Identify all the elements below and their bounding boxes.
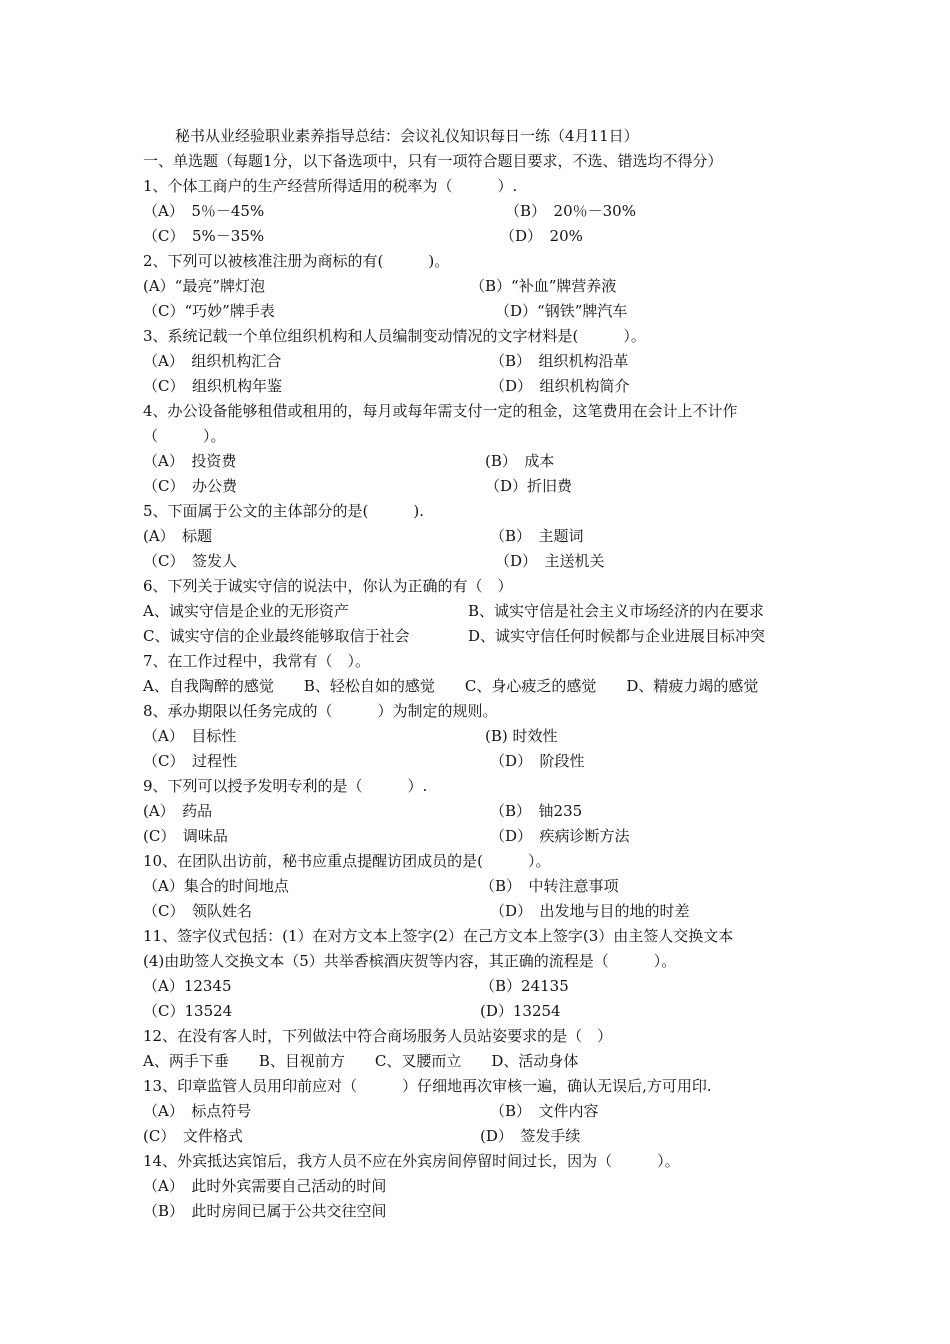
question-6-stem: 6、下列关于诚实守信的说法中，你认为正确的有（ ） bbox=[143, 577, 513, 595]
question-14-stem: 14、外宾抵达宾馆后，我方人员不应在外宾房间停留时间过长，因为（ ）。 bbox=[143, 1152, 680, 1170]
question-13-stem: 13、印章监管人员用印前应对（ ）仔细地再次审核一遍，确认无误后,方可用印. bbox=[143, 1077, 712, 1095]
question-5-option-d: （D） 主送机关 bbox=[495, 552, 605, 570]
question-9-option-d: （D） 疾病诊断方法 bbox=[490, 827, 630, 845]
question-9-option-b: （B） 铀235 bbox=[490, 802, 583, 820]
question-1-option-b: （B） 20％－30% bbox=[505, 202, 636, 220]
question-5-option-b: （B） 主题词 bbox=[490, 527, 584, 545]
question-3-option-b: （B） 组织机构沿革 bbox=[490, 352, 629, 370]
question-13-option-d: (D） 签发手续 bbox=[480, 1127, 581, 1145]
question-13-option-a: （A） 标点符号 bbox=[143, 1102, 252, 1120]
question-1-option-d: （D） 20% bbox=[500, 227, 583, 245]
question-2-option-a: (A）“最亮”牌灯泡 bbox=[143, 277, 266, 295]
question-11-option-b: （B）24135 bbox=[480, 977, 569, 995]
question-11-option-d: (D）13254 bbox=[480, 1002, 561, 1020]
question-11-stem: 11、签字仪式包括：(1）在对方文本上签字(2）在己方文本上签字(3）由主签人交换文本 bbox=[143, 927, 734, 945]
question-8-option-d: （D） 阶段性 bbox=[490, 752, 585, 770]
document-title: 秘书从业经验职业素养指导总结：会议礼仪知识每日一练（4月11日） bbox=[175, 127, 639, 145]
question-4-option-d: （D）折旧费 bbox=[485, 477, 573, 495]
question-6-option-d: D、诚实守信任何时候都与企业进展目标冲突 bbox=[468, 627, 766, 645]
question-11-stem-continued: (4)由助签人交换文本（5）共举香槟酒庆贺等内容，其正确的流程是（ ）。 bbox=[143, 952, 677, 970]
question-5-option-c: （C） 签发人 bbox=[143, 552, 237, 570]
question-12-options: A、两手下垂 B、目视前方 C、叉腰而立 D、活动身体 bbox=[143, 1052, 579, 1070]
question-2-stem: 2、下列可以被核准注册为商标的有( )。 bbox=[143, 252, 450, 270]
question-10-option-b: （B） 中转注意事项 bbox=[480, 877, 619, 895]
question-13-option-b: （B） 文件内容 bbox=[490, 1102, 599, 1120]
question-4-option-c: （C） 办公费 bbox=[143, 477, 237, 495]
question-3-option-d: （D） 组织机构简介 bbox=[490, 377, 630, 395]
question-9-option-a: (A） 药品 bbox=[143, 802, 213, 820]
question-9-stem: 9、下列可以授予发明专利的是（ ）. bbox=[143, 777, 428, 795]
question-11-option-c: （C）13524 bbox=[143, 1002, 233, 1020]
question-14-option-b: （B） 此时房间已属于公共交往空间 bbox=[143, 1202, 387, 1220]
question-14-option-a: （A） 此时外宾需要自己活动的时间 bbox=[143, 1177, 387, 1195]
question-3-option-a: （A） 组织机构汇合 bbox=[143, 352, 282, 370]
question-6-option-c: C、诚实守信的企业最终能够取信于社会 bbox=[143, 627, 410, 645]
question-11-option-a: （A）12345 bbox=[143, 977, 232, 995]
question-13-option-c: (C） 文件格式 bbox=[143, 1127, 243, 1145]
section-heading: 一、单选题（每题1分，以下备选项中，只有一项符合题目要求，不选、错选均不得分） bbox=[143, 152, 723, 170]
question-5-stem: 5、下面属于公文的主体部分的是( ). bbox=[143, 502, 425, 520]
question-3-option-c: （C） 组织机构年鉴 bbox=[143, 377, 282, 395]
question-2-option-b: （B）“补血”牌营养液 bbox=[470, 277, 617, 295]
question-7-stem: 7、在工作过程中，我常有（ ）。 bbox=[143, 652, 371, 670]
question-3-stem: 3、系统记载一个单位组织机构和人员编制变动情况的文字材料是( ）。 bbox=[143, 327, 646, 345]
question-8-option-b: (B) 时效性 bbox=[485, 727, 558, 745]
question-4-stem-continued: （ ）。 bbox=[143, 427, 226, 445]
question-10-option-a: （A）集合的时间地点 bbox=[143, 877, 289, 895]
question-8-stem: 8、承办期限以任务完成的（ ）为制定的规则。 bbox=[143, 702, 498, 720]
question-10-stem: 10、在团队出访前，秘书应重点提醒访团成员的是( ）。 bbox=[143, 852, 551, 870]
question-10-option-c: （C） 领队姓名 bbox=[143, 902, 252, 920]
question-1-option-c: （C） 5%－35% bbox=[143, 227, 265, 245]
question-12-stem: 12、在没有客人时，下列做法中符合商场服务人员站姿要求的是（ ） bbox=[143, 1027, 613, 1045]
question-2-option-c: （C）“巧妙”牌手表 bbox=[143, 302, 275, 320]
question-5-option-a: (A） 标题 bbox=[143, 527, 213, 545]
question-8-option-c: （C） 过程性 bbox=[143, 752, 237, 770]
question-9-option-c: (C） 调味品 bbox=[143, 827, 228, 845]
question-1-stem: 1、个体工商户的生产经营所得适用的税率为（ ）. bbox=[143, 177, 518, 195]
question-4-stem: 4、办公设备能够租借或租用的，每月或每年需支付一定的租金，这笔费用在会计上不计作 bbox=[143, 402, 738, 420]
question-4-option-b: (B） 成本 bbox=[485, 452, 555, 470]
question-7-options: A、自我陶醉的感觉 B、轻松自如的感觉 C、身心疲乏的感觉 D、精疲力竭的感觉 bbox=[143, 677, 759, 695]
question-1-option-a: （A） 5％－45% bbox=[143, 202, 265, 220]
question-8-option-a: （A） 目标性 bbox=[143, 727, 237, 745]
question-10-option-d: （D） 出发地与目的地的时差 bbox=[490, 902, 690, 920]
question-6-option-b: B、诚实守信是社会主义市场经济的内在要求 bbox=[468, 602, 765, 620]
question-6-option-a: A、诚实守信是企业的无形资产 bbox=[143, 602, 349, 620]
question-2-option-d: （D）“钢铁”牌汽车 bbox=[495, 302, 628, 320]
question-4-option-a: （A） 投资费 bbox=[143, 452, 237, 470]
